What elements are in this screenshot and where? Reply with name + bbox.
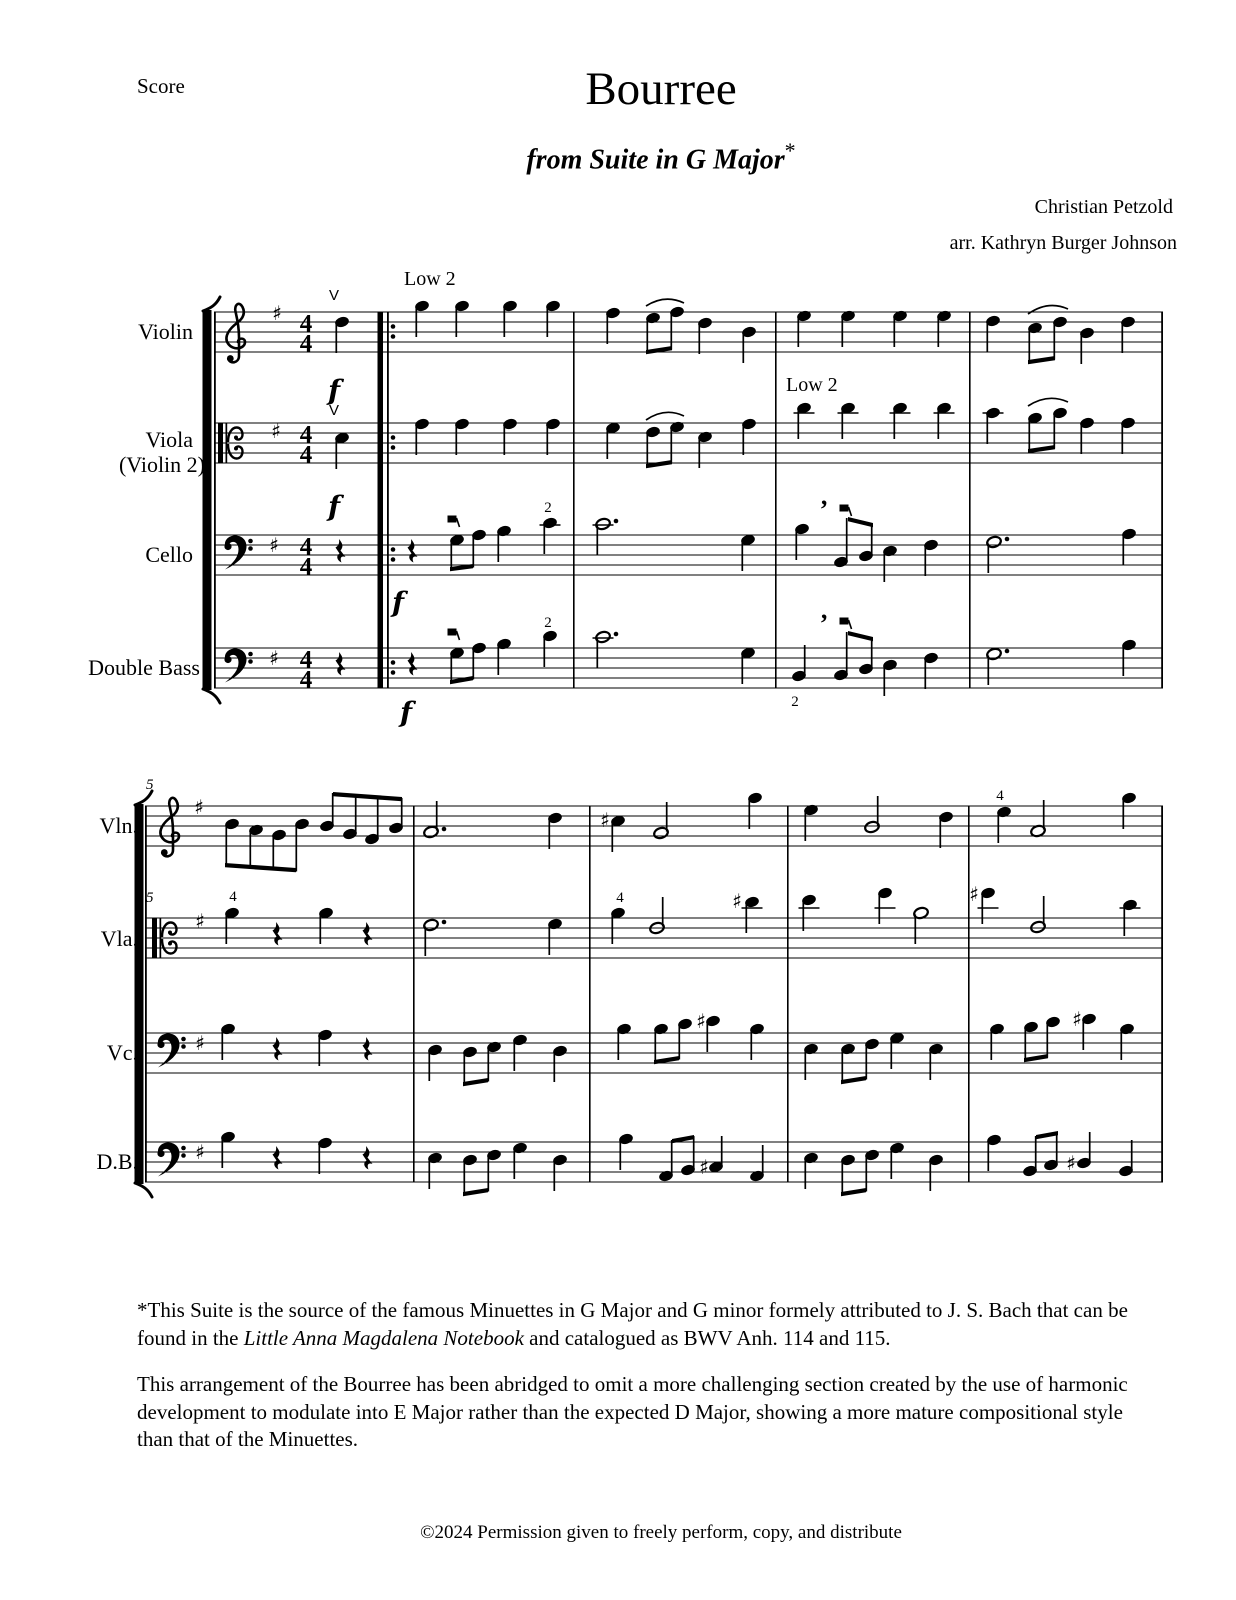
staff-cello — [145, 495, 1163, 619]
staff-violin — [138, 268, 1163, 407]
system-2 — [96, 777, 1163, 1197]
barline — [589, 806, 591, 1182]
augmentation-dot — [442, 920, 447, 925]
key-signature-sharp: ♯ — [269, 533, 279, 557]
system-bracket — [203, 310, 212, 690]
time-signature-numerator: 4 — [299, 421, 313, 449]
repeat-dot — [391, 334, 396, 339]
composer: Christian Petzold — [1034, 196, 1173, 218]
quarter-rest — [273, 1146, 283, 1170]
key-signature-sharp: ♯ — [195, 909, 205, 933]
copyright-line: ©2024 Permission given to freely perform, copy, and distribute — [420, 1522, 902, 1543]
dynamic-f: f — [400, 696, 413, 729]
time-signature-denominator: 4 — [299, 553, 313, 581]
footnote-text: and catalogued as BWV Anh. 114 and 115. — [523, 1325, 891, 1350]
fingering-number: 2 — [791, 694, 799, 710]
page-title: Bourree — [585, 63, 737, 115]
beam — [848, 517, 873, 527]
slur — [1028, 305, 1068, 314]
beam — [463, 1078, 488, 1086]
accidental-sharp: ♯ — [699, 1155, 709, 1179]
beam — [1036, 1131, 1058, 1139]
slur — [646, 412, 684, 420]
barline — [413, 806, 415, 1182]
instrument-label: Cello — [145, 542, 193, 567]
repeat-dot — [391, 670, 396, 675]
bracket-hook-top — [135, 791, 152, 805]
footnote — [137, 1297, 1153, 1454]
key-signature-sharp: ♯ — [271, 419, 281, 443]
staff-cello — [107, 1007, 1163, 1086]
quarter-rest — [273, 1037, 283, 1061]
accidental-sharp: ♯ — [696, 1009, 706, 1033]
repeat-dot — [391, 324, 396, 329]
beam — [450, 676, 473, 684]
system-1 — [88, 268, 1163, 729]
repeat-dot — [391, 445, 396, 450]
quarter-rest — [408, 652, 418, 676]
barline — [573, 312, 575, 688]
beam — [1028, 445, 1055, 453]
beam — [1024, 1054, 1048, 1062]
accidental-sharp: ♯ — [732, 889, 742, 913]
system-bracket — [135, 804, 144, 1184]
dynamic-f: f — [392, 586, 405, 619]
beam — [646, 346, 672, 354]
instrument-label: Viola — [145, 427, 193, 452]
time-signature-denominator: 4 — [299, 666, 313, 694]
bass-clef — [224, 536, 252, 570]
augmentation-dot — [1005, 649, 1010, 654]
key-signature-sharp: ♯ — [194, 795, 204, 819]
repeat-dot — [391, 660, 396, 665]
barline — [775, 312, 777, 688]
footnote-text: *This Suite is the source of the famous Minuettes in G Major and G minor formely attributed to J. S. Bach that can be found in the — [137, 1298, 1128, 1350]
staff-double-bass — [88, 609, 1163, 729]
beam — [646, 460, 672, 468]
accidental-sharp: ♯ — [600, 808, 610, 832]
treble-clef — [226, 304, 245, 363]
time-signature-denominator: 4 — [299, 330, 313, 358]
instrument-label: Violin — [138, 319, 193, 344]
slur — [1028, 398, 1068, 406]
instrument-label: Double Bass — [88, 655, 200, 680]
repeat-thick-bar — [378, 312, 384, 688]
breath-mark: ’ — [819, 495, 829, 524]
system-end-barline — [1161, 312, 1163, 688]
beam — [333, 792, 402, 801]
accidental-sharp: ♯ — [1066, 1151, 1076, 1175]
staff-violin — [100, 777, 1164, 872]
time-signature-numerator: 4 — [299, 310, 313, 338]
system-end-barline — [1161, 806, 1163, 1182]
arranger: arr. Kathryn Burger Johnson — [949, 232, 1177, 254]
staff-viola — [101, 882, 1163, 958]
dynamic-f: f — [328, 374, 341, 407]
bracket-hook-bottom — [135, 1183, 152, 1197]
quarter-rest — [408, 539, 418, 563]
beam — [841, 1076, 866, 1084]
repeat-dot — [391, 547, 396, 552]
subtitle-text: from Suite in G Major — [526, 144, 785, 176]
slur — [646, 299, 684, 306]
time-signature-numerator: 4 — [299, 533, 313, 561]
footnote-paragraph-2: This arrangement of the Bourree has been abridged to omit a more challenging section created by the use of harmonic development to modulate into E Major rather than the expected D Major, showing a more mature compositional style than that of the Minuettes. — [137, 1372, 1128, 1451]
score-label: Score — [137, 74, 185, 98]
annotation-low-2: Low 2 — [786, 374, 838, 396]
instrument-label-line2: (Violin 2) — [118, 452, 205, 477]
fingering-number: 4 — [996, 788, 1004, 804]
measure-number: 5 — [146, 777, 154, 793]
beam — [841, 1188, 866, 1196]
quarter-rest — [363, 922, 373, 946]
fingering-number: 4 — [229, 889, 237, 905]
treble-clef — [160, 798, 179, 857]
annotation-low-2: Low 2 — [404, 268, 456, 290]
up-bow-mark: V — [328, 402, 340, 419]
eighth-rest — [448, 516, 457, 523]
barline — [787, 806, 789, 1182]
instrument-label: D.B. — [96, 1149, 138, 1174]
time-signature-numerator: 4 — [299, 646, 313, 674]
dynamic-f: f — [328, 490, 341, 523]
bass-clef — [157, 1143, 185, 1177]
barline — [969, 312, 971, 688]
quarter-rest — [363, 1146, 373, 1170]
eighth-rest — [448, 629, 457, 636]
key-signature-sharp: ♯ — [272, 301, 282, 325]
accidental-sharp: ♯ — [969, 882, 979, 906]
eighth-rest-tail — [849, 620, 852, 629]
eighth-rest — [840, 505, 849, 512]
breath-mark: ’ — [819, 609, 829, 638]
key-signature-sharp: ♯ — [195, 1031, 205, 1055]
eighth-rest-tail — [457, 631, 460, 640]
augmentation-dot — [614, 632, 619, 637]
instrument-label: Vla. — [100, 926, 138, 951]
eighth-rest-tail — [457, 518, 460, 527]
repeat-dot — [391, 557, 396, 562]
instrument-label: Vc. — [106, 1040, 138, 1065]
quarter-rest — [336, 539, 346, 563]
eighth-rest — [840, 618, 849, 625]
fingering-number: 4 — [616, 890, 624, 906]
subtitle-footnote-mark: * — [784, 138, 796, 163]
bracket-hook-bottom — [203, 689, 220, 703]
beam — [225, 863, 296, 872]
quarter-rest — [273, 922, 283, 946]
beam — [463, 1188, 488, 1196]
eighth-rest-tail — [849, 507, 852, 516]
quarter-rest — [336, 652, 346, 676]
footnote-italic-title: Little Anna Magdalena Notebook — [243, 1325, 524, 1350]
fingering-number: 2 — [544, 615, 552, 631]
bass-clef — [224, 649, 252, 683]
repeat-thin-bar — [387, 312, 389, 688]
key-signature-sharp: ♯ — [269, 646, 279, 670]
footnote-paragraph-1 — [137, 1297, 1153, 1352]
instrument-label: Vln. — [99, 813, 138, 838]
system-start-barline — [214, 312, 216, 688]
accidental-sharp: ♯ — [1072, 1007, 1082, 1031]
bass-clef — [157, 1034, 185, 1068]
augmentation-dot — [1005, 537, 1010, 542]
time-signature-denominator: 4 — [299, 441, 313, 469]
barline — [968, 806, 970, 1182]
beam — [1028, 356, 1055, 364]
augmentation-dot — [442, 827, 447, 832]
staff-viola — [119, 374, 1163, 523]
key-signature-sharp: ♯ — [195, 1140, 205, 1164]
quarter-rest — [363, 1037, 373, 1061]
staff-double-bass — [96, 1130, 1163, 1196]
augmentation-dot — [614, 519, 619, 524]
repeat-dot — [391, 435, 396, 440]
system-start-barline — [145, 806, 147, 1182]
bracket-hook-top — [203, 297, 220, 311]
measure-number: 5 — [146, 890, 154, 906]
fingering-number: 2 — [544, 500, 552, 516]
beam — [848, 631, 873, 641]
up-bow-mark: V — [328, 287, 340, 304]
